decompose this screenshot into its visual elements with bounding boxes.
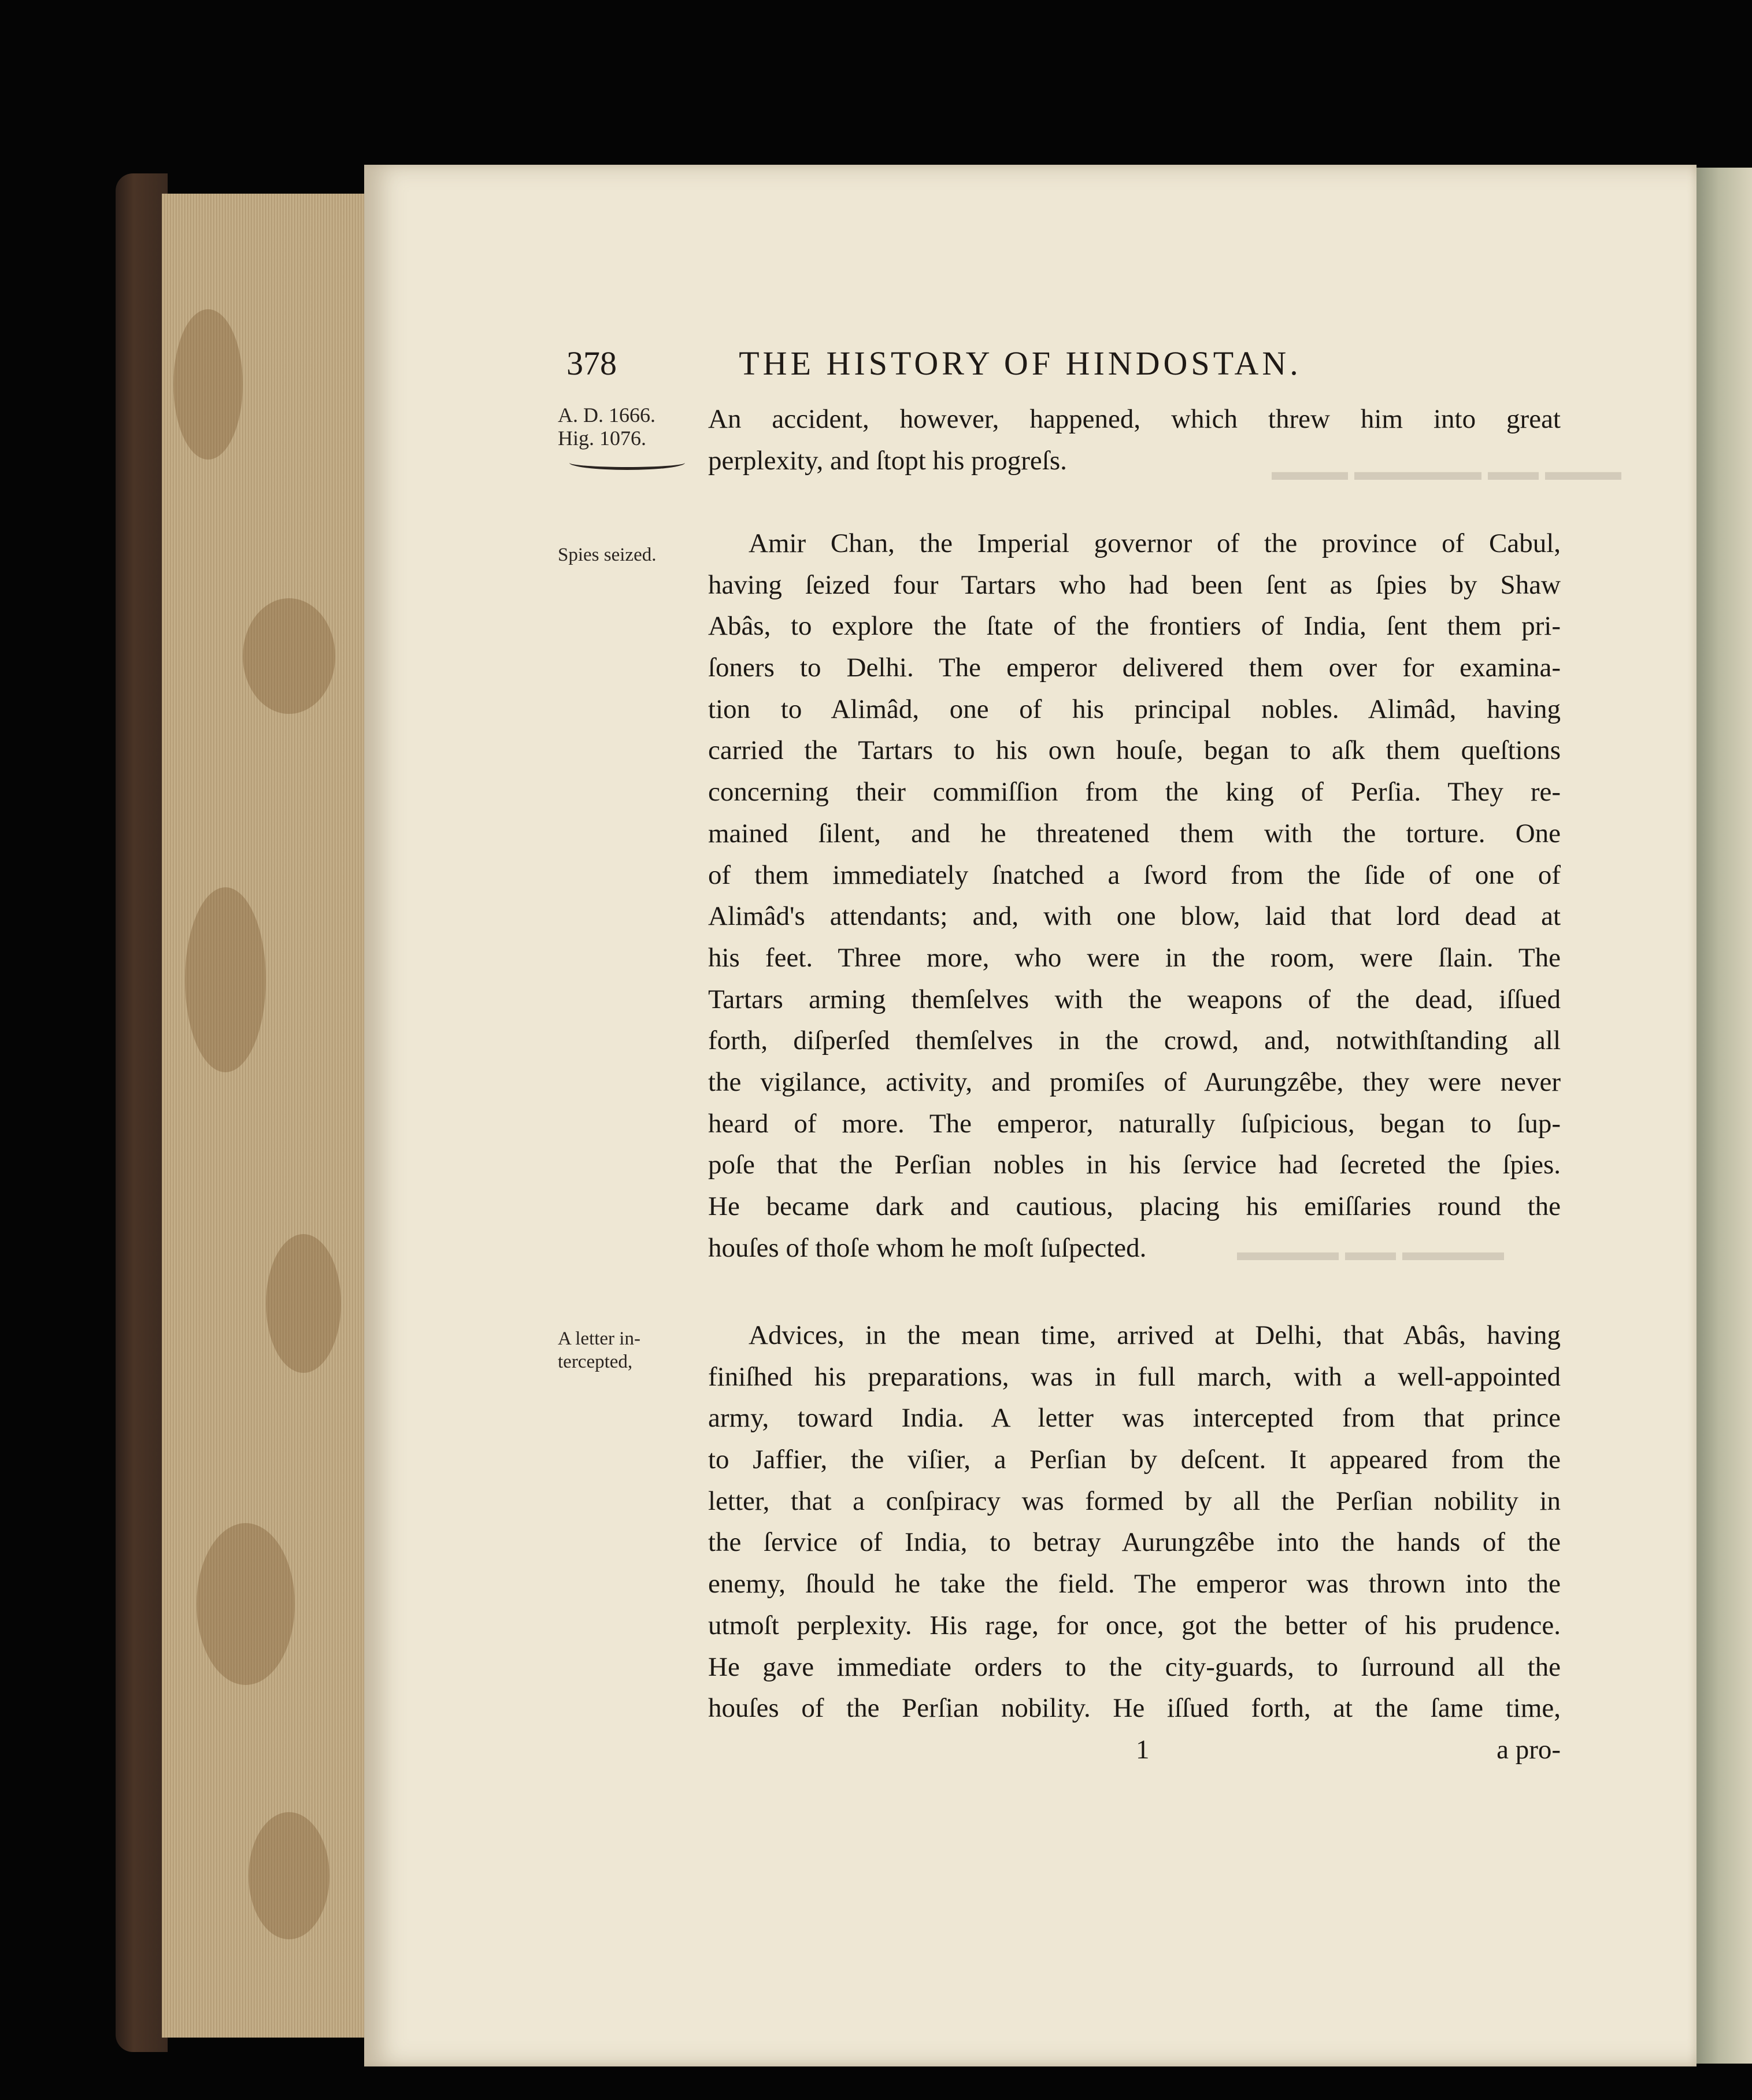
page-number: 378 bbox=[566, 345, 617, 382]
text-line: Advices, in the mean time, arrived at Delhi, that Abâs, having bbox=[749, 1320, 1561, 1350]
text-line: the ſervice of India, to betray Aurungzêbe into the hands of the bbox=[708, 1527, 1561, 1558]
text-line: utmoſt perplexity. His rage, for once, got the better of his prudence. bbox=[708, 1610, 1561, 1640]
text-line: Abâs, to explore the ſtate of the frontiers of India, ſent them pri- bbox=[708, 611, 1561, 642]
text-line: letter, that a conſpiracy was formed by all the Perſian nobility in bbox=[708, 1486, 1561, 1516]
text-line: houſes of thoſe whom he moſt ſuſpected. bbox=[708, 1232, 1147, 1263]
margin-note-letter bbox=[558, 1327, 697, 1373]
text-line: enemy, ſhould he take the field. The emperor was thrown into the bbox=[708, 1569, 1561, 1599]
show-through-text: ▬▬▬▬ ▬▬ ▬▬▬▬ bbox=[1237, 1238, 1504, 1266]
text-line: He became dark and cautious, placing his emiſſaries round the bbox=[708, 1191, 1561, 1221]
paragraph-2 bbox=[708, 523, 1561, 1269]
text-line: his feet. Three more, who were in the room, were ſlain. The bbox=[708, 942, 1561, 973]
margin-note-spies: Spies seized. bbox=[558, 545, 657, 565]
text-line: carried the Tartars to his own houſe, began to aſk them queſtions bbox=[708, 735, 1561, 766]
margin-date-ad: A. D. 1666. bbox=[558, 403, 655, 427]
show-through-text: ▬▬▬ ▬▬ ▬▬▬▬▬ ▬▬▬ bbox=[1272, 457, 1621, 486]
text-line: the vigilance, activity, and promiſes of Aurungzêbe, they were never bbox=[708, 1066, 1561, 1097]
catchword: a pro- bbox=[1497, 1735, 1561, 1765]
margin-brace bbox=[569, 455, 685, 470]
facing-page-edge bbox=[1697, 168, 1752, 2064]
book-cover-edge bbox=[116, 173, 168, 2052]
text-line: to Jaffier, the viſier, a Perſian by deſcent. It appeared from the bbox=[708, 1445, 1561, 1475]
text-line: tion to Alimâd, one of his principal nobles. Alimâd, having bbox=[708, 694, 1561, 724]
text-line: perplexity, and ſtopt his progreſs. bbox=[708, 445, 1067, 476]
margin-note-letter-line-1: A letter in- bbox=[558, 1328, 640, 1349]
text-line: poſe that the Perſian nobles in his ſervice had ſecreted the ſpies. bbox=[708, 1150, 1561, 1180]
text-line: of them immediately ſnatched a ſword from the ſide of one of bbox=[708, 860, 1561, 890]
text-line: Alimâd's attendants; and, with one blow, laid that lord dead at bbox=[708, 901, 1561, 932]
text-line: ſoners to Delhi. The emperor delivered them over for examina- bbox=[708, 653, 1561, 683]
text-line: heard of more. The emperor, naturally ſuſpicious, began to ſup- bbox=[708, 1108, 1561, 1139]
text-line: forth, diſperſed themſelves in the crowd, and, notwithſtanding all bbox=[708, 1025, 1561, 1056]
text-line: Amir Chan, the Imperial governor of the province of Cabul, bbox=[749, 528, 1561, 558]
page-block-edge bbox=[162, 194, 364, 2038]
page-footer bbox=[708, 1734, 1561, 1775]
margin-date bbox=[558, 403, 697, 450]
margin-note-letter-line-2: tercepted, bbox=[558, 1351, 633, 1372]
margin-date-hijra: Hig. 1076. bbox=[558, 427, 646, 450]
text-line: having ſeized four Tartars who had been ſent as ſpies by Shaw bbox=[708, 569, 1561, 600]
text-line: Tartars arming themſelves with the weapons of the dead, iſſued bbox=[708, 984, 1561, 1014]
text-line: mained ſilent, and he threatened them with the torture. One bbox=[708, 818, 1561, 849]
text-line: army, toward India. A letter was intercepted from that prince bbox=[708, 1403, 1561, 1434]
text-line: houſes of the Perſian nobility. He iſſued forth, at the ſame time, bbox=[708, 1693, 1561, 1724]
paragraph-3 bbox=[708, 1315, 1561, 1729]
text-line: concerning their commiſſion from the king of Perſia. They re- bbox=[708, 777, 1561, 808]
text-line: finiſhed his preparations, was in full march, with a well-appointed bbox=[708, 1361, 1561, 1392]
paragraph-1 bbox=[708, 399, 1561, 482]
text-line: He gave immediate orders to the city-guards, to ſurround all the bbox=[708, 1651, 1561, 1682]
text-line: An accident, however, happened, which threw him into great bbox=[708, 404, 1561, 434]
signature-mark: 1 bbox=[1136, 1735, 1150, 1765]
running-title: THE HISTORY OF HINDOSTAN. bbox=[739, 345, 1302, 382]
